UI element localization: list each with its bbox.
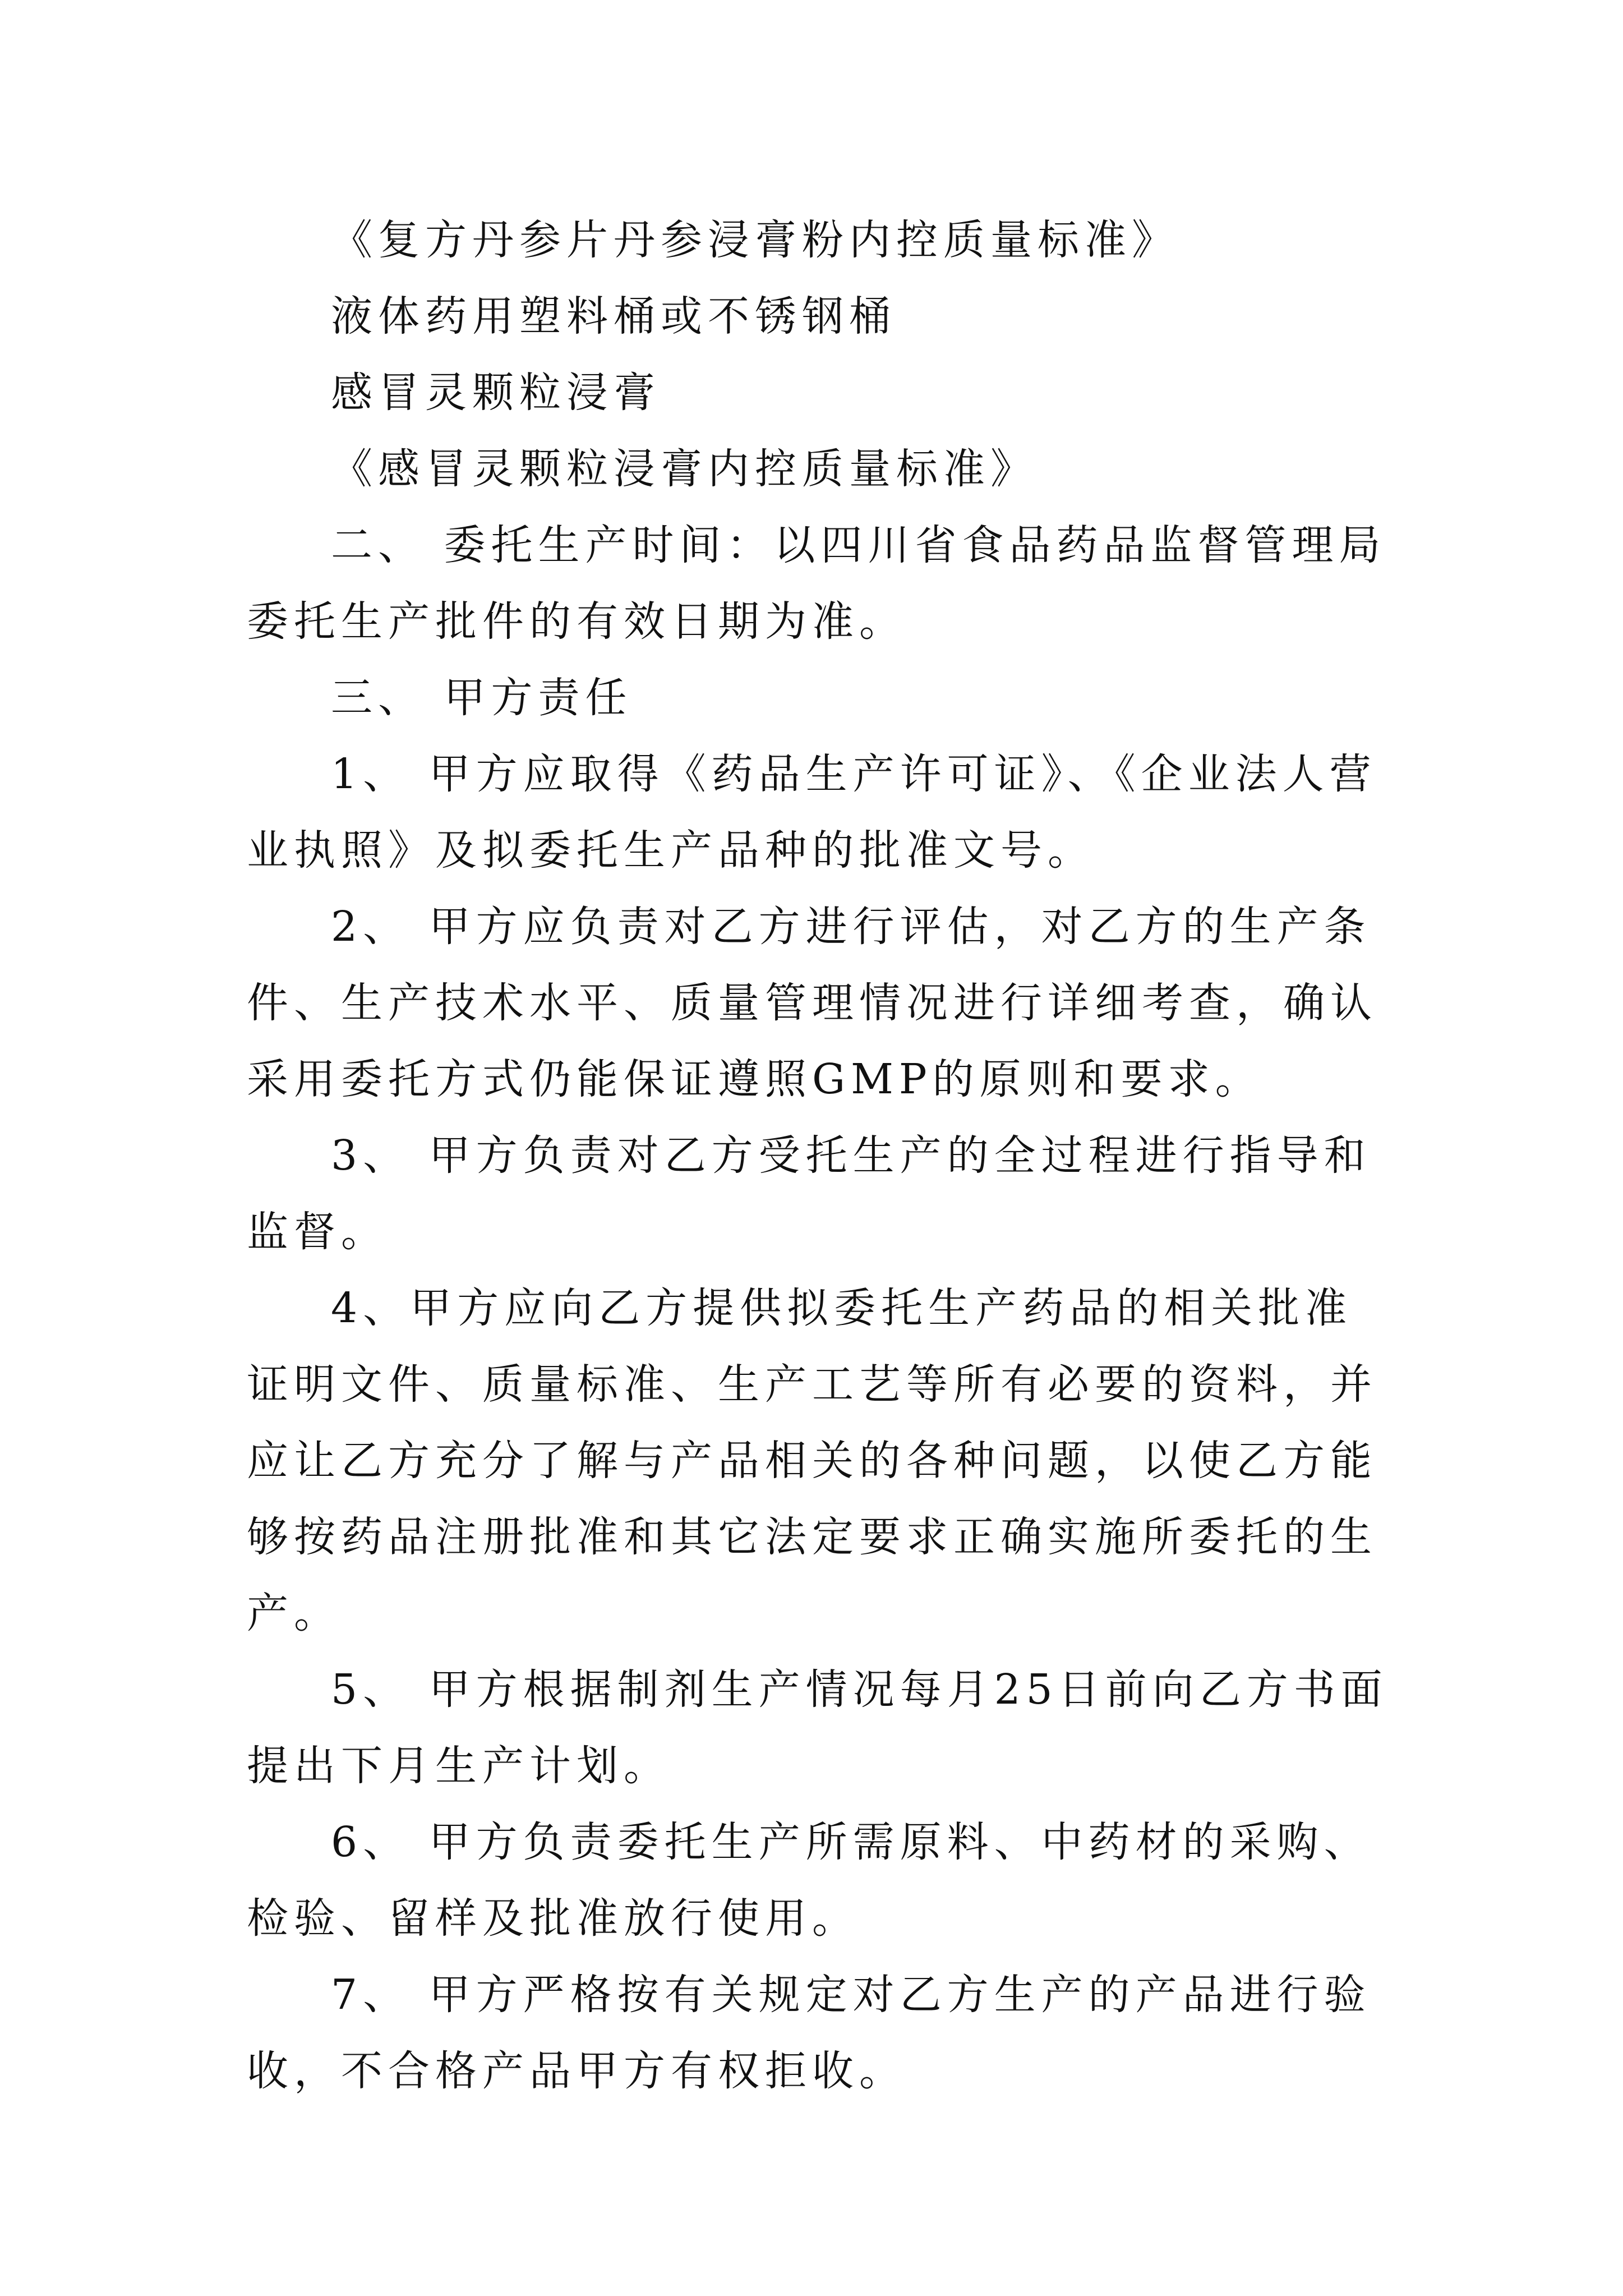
paragraph-item-4: 4、甲方应向乙方提供拟委托生产药品的相关批准证明文件、质量标准、生产工艺等所有必要的资料，并应让乙方充分了解与产品相关的各种问题，以使乙方能够按药品注册批准和其它法定要求正确实施所委托的生产。 (247, 1284, 1377, 1637)
section-heading-party-a: 三、 甲方责任 (331, 674, 633, 722)
text-line: 《感冒灵颗粒浸膏内控质量标准》 (331, 445, 1038, 493)
paragraph-item-3: 3、 甲方负责对乙方受托生产的全过程进行指导和监督。 (247, 1131, 1371, 1256)
text-line: 《复方丹参片丹参浸膏粉内控质量标准》 (331, 216, 1179, 264)
paragraph-item-6: 6、 甲方负责委托生产所需原料、中药材的采购、检验、留样及批准放行使用。 (247, 1818, 1371, 1943)
text-line: 液体药用塑料桶或不锈钢桶 (331, 292, 896, 341)
paragraph-item-7: 7、 甲方严格按有关规定对乙方生产的产品进行验收，不合格产品甲方有权拒收。 (247, 1971, 1371, 2095)
paragraph-section-2: 二、 委托生产时间：以四川省食品药品监督管理局委托生产批件的有效日期为准。 (247, 521, 1386, 646)
text-line: 感冒灵颗粒浸膏 (331, 369, 661, 417)
paragraph-item-2: 2、 甲方应负责对乙方进行评估，对乙方的生产条件、生产技术水平、质量管理情况进行详细考查，确认采用委托方式仍能保证遵照GMP的原则和要求。 (247, 903, 1377, 1103)
paragraph-item-5: 5、 甲方根据制剂生产情况每月25日前向乙方书面提出下月生产计划。 (247, 1665, 1388, 1790)
paragraph-item-1: 1、 甲方应取得《药品生产许可证》、《企业法人营业执照》及拟委托生产品种的批准文号。 (247, 750, 1377, 875)
document-body (247, 202, 1391, 2109)
